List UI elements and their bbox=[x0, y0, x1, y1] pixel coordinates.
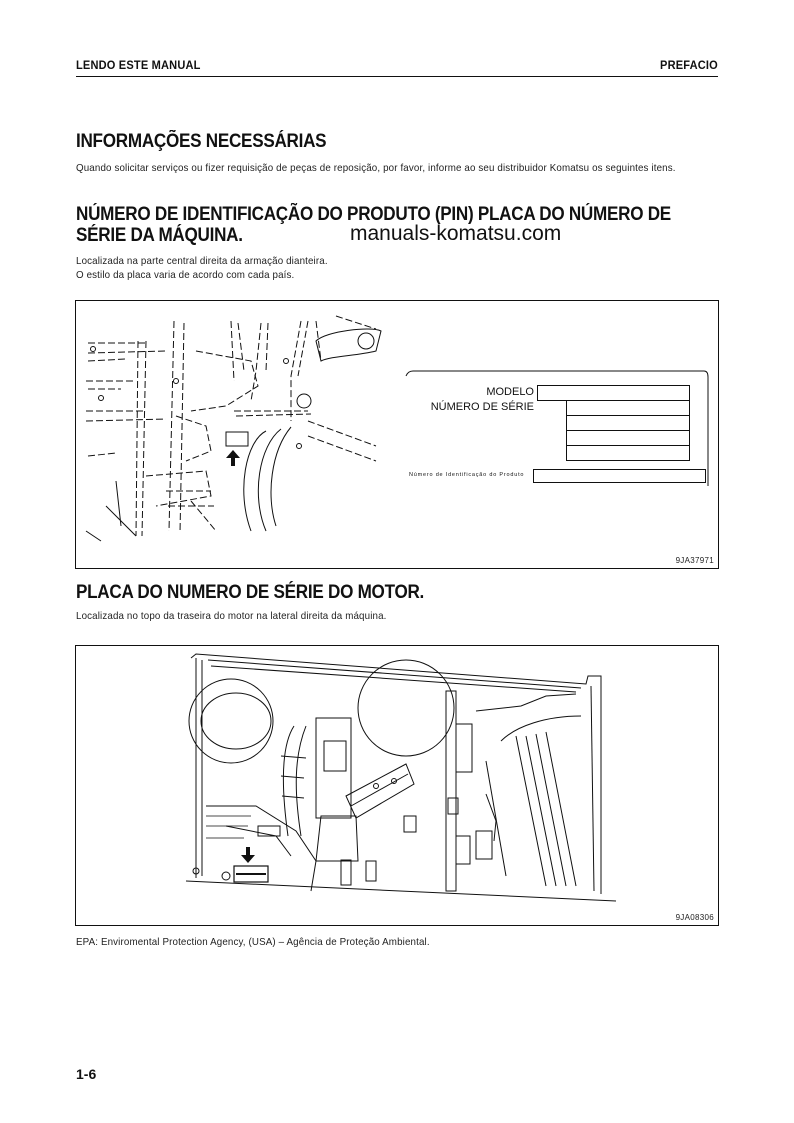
engine-illustration bbox=[76, 646, 720, 927]
plate-serial-field-4 bbox=[566, 445, 690, 461]
plate-pin-field bbox=[533, 469, 706, 483]
footnote-epa: EPA: Enviromental Protection Agency, (USA) – Agência de Proteção Ambiental. bbox=[76, 936, 430, 948]
watermark-text: manuals-komatsu.com bbox=[350, 222, 562, 245]
down-arrow-icon bbox=[241, 847, 255, 863]
plate-serial-label: NÚMERO DE SÉRIE bbox=[430, 401, 534, 413]
section-title-engine: PLACA DO NUMERO DE SÉRIE DO MOTOR. bbox=[76, 582, 425, 603]
figure-pin-plate bbox=[75, 300, 719, 569]
up-arrow-icon bbox=[226, 450, 240, 466]
section-title-pin-line2: SÉRIE DA MÁQUINA. bbox=[76, 225, 243, 246]
section-text-info: Quando solicitar serviços ou fizer requisição de peças de reposição, por favor, informe ao seu distribuidor Komatsu os seguintes itens. bbox=[76, 162, 676, 174]
section-title-pin-line1: NÚMERO DE IDENTIFICAÇÃO DO PRODUTO (PIN) PLACA DO NÚMERO DE bbox=[76, 204, 671, 225]
section-text-pin-line1: Localizada na parte central direita da armação dianteira. bbox=[76, 255, 328, 267]
running-header-section: LENDO ESTE MANUAL bbox=[76, 58, 201, 72]
plate-serial-field-1 bbox=[566, 400, 690, 416]
section-title-info: INFORMAÇÕES NECESSÁRIAS bbox=[76, 131, 327, 152]
section-text-engine: Localizada no topo da traseira do motor na lateral direita da máquina. bbox=[76, 610, 387, 622]
section-text-pin-line2: O estilo da placa varia de acordo com cada país. bbox=[76, 269, 295, 281]
page-number: 1-6 bbox=[76, 1066, 97, 1082]
pin-plate-location-marker bbox=[226, 432, 248, 446]
running-header-chapter: PREFACIO bbox=[660, 58, 718, 72]
plate-model-label: MODELO bbox=[486, 386, 534, 398]
plate-pin-label: Número de Identificação do Produto bbox=[409, 472, 525, 478]
plate-serial-field-3 bbox=[566, 430, 690, 446]
figure-code: 9JA08306 bbox=[675, 913, 714, 922]
header-divider bbox=[76, 76, 718, 77]
figure-engine-plate bbox=[75, 645, 719, 926]
figure-code: 9JA37971 bbox=[675, 556, 714, 565]
plate-serial-field-2 bbox=[566, 415, 690, 431]
plate-model-field bbox=[537, 385, 690, 401]
